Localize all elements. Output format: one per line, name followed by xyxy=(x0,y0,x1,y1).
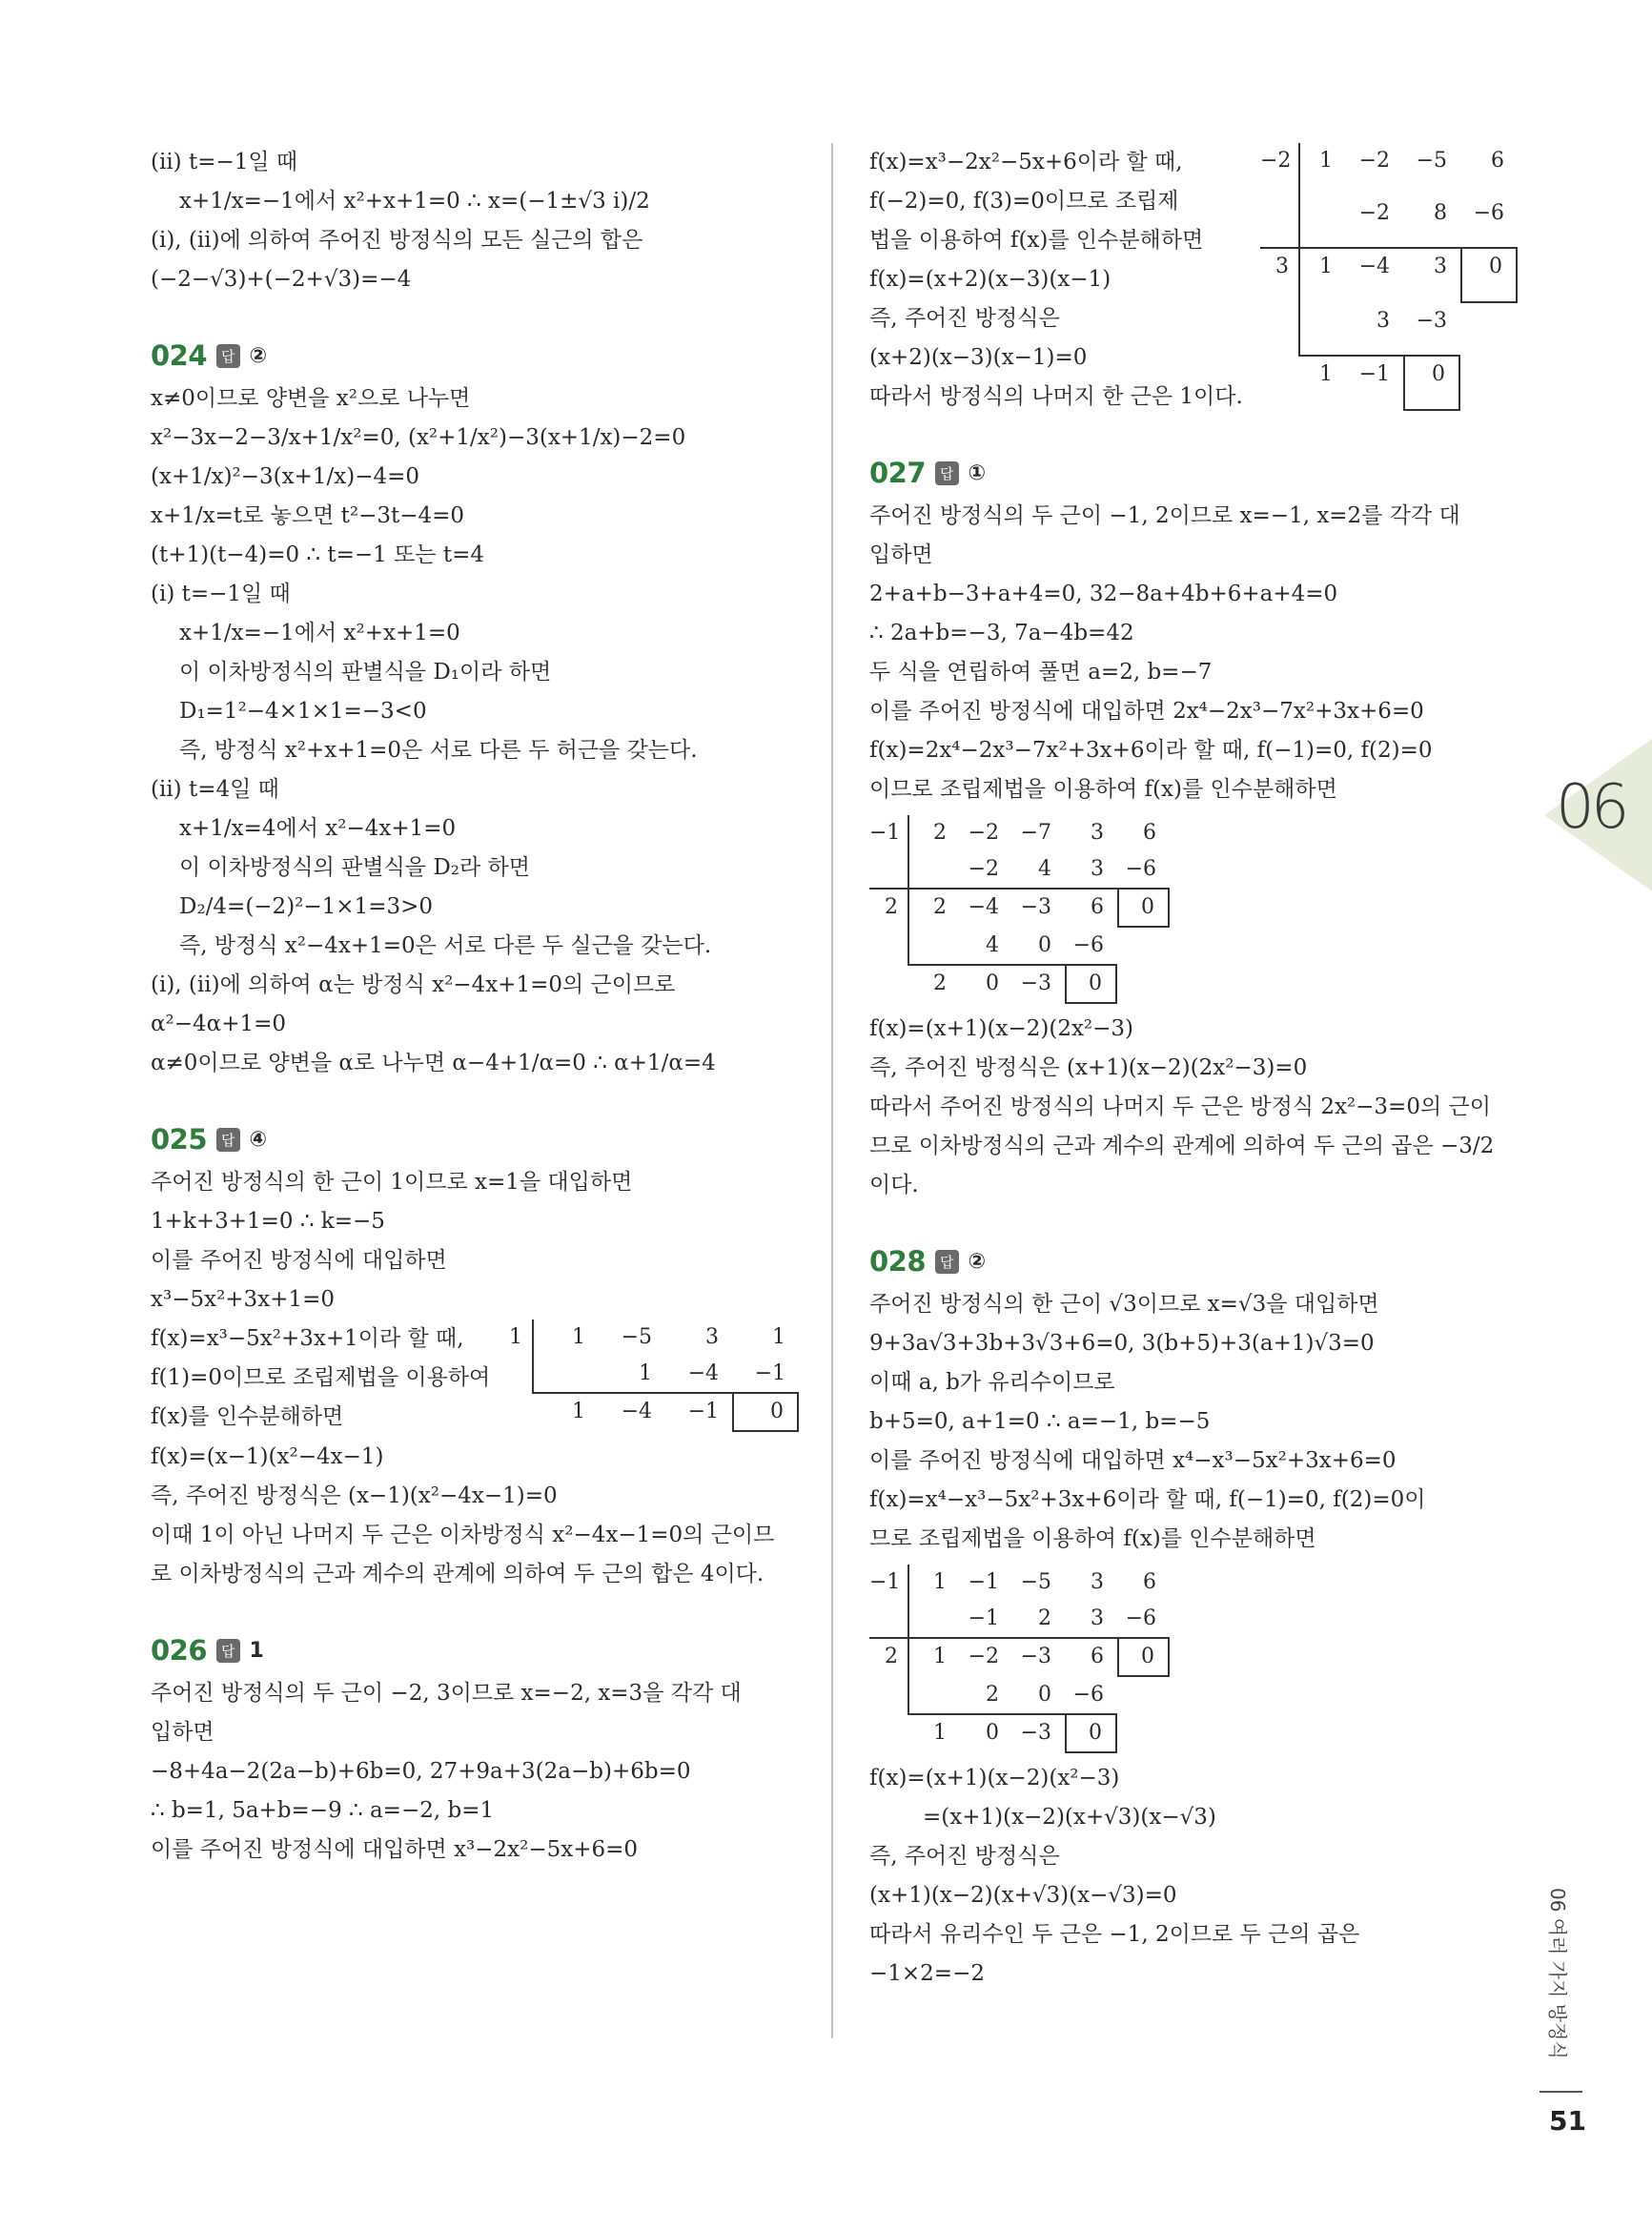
synth-root: 3 xyxy=(1260,247,1298,303)
synth-spacer xyxy=(869,1677,908,1713)
page-number: 51 xyxy=(1549,2105,1586,2137)
synth-cell xyxy=(1298,303,1346,356)
answer-badge: 답 xyxy=(216,1128,240,1152)
synth-cell: −2 xyxy=(1358,200,1390,225)
synth-cell xyxy=(1460,303,1518,356)
problem-025 xyxy=(151,1117,799,1594)
synth-spacer xyxy=(1460,355,1518,411)
synth-cell: 0 xyxy=(1038,1683,1051,1707)
synth-cell: −3 xyxy=(1416,308,1447,333)
synth-cell: −7 xyxy=(1020,821,1051,845)
synth-cell: −6 xyxy=(1125,857,1156,881)
synth-spacer xyxy=(869,964,908,1004)
synth-spacer xyxy=(869,1713,908,1753)
text-line: (ii) t=4일 때 xyxy=(151,777,279,802)
synth-cell: 6 xyxy=(1143,821,1156,845)
text-line: x³−5x²+3x+1=0 xyxy=(151,1287,335,1312)
synth-cell: 3 xyxy=(1091,821,1104,845)
synth-cell: 1 xyxy=(772,1325,785,1349)
text-line: x+1/x=t로 놓으면 t²−3t−4=0 xyxy=(151,503,465,528)
synth-cell: −2 xyxy=(1358,149,1390,173)
text-line: f(1)=0이므로 조립제법을 이용하여 xyxy=(151,1365,491,1390)
synth-cell: −1 xyxy=(1346,355,1403,411)
synth-cell: −5 xyxy=(1020,1570,1051,1594)
text-line: 이를 주어진 방정식에 대입하면 x⁴−x³−5x²+3x+6=0 xyxy=(869,1448,1397,1473)
synth-cell: 3 xyxy=(1091,1606,1104,1630)
answer-badge: 답 xyxy=(935,1250,959,1274)
text-line: f(x)=(x+1)(x−2)(2x²−3) xyxy=(869,1016,1134,1041)
problem-number: 024 xyxy=(151,339,208,372)
text-line: (x+1)(x−2)(x+√3)(x−√3)=0 xyxy=(869,1883,1177,1908)
text-line: x≠0이므로 양변을 x²으로 나누면 xyxy=(151,386,471,411)
synth-remainder: 0 xyxy=(1065,964,1117,1004)
text-line: 즉, 주어진 방정식은 xyxy=(869,1844,1060,1869)
synth-cell: −4 xyxy=(1346,247,1403,303)
synth-spacer xyxy=(1260,195,1298,248)
text-line: 주어진 방정식의 두 근이 −1, 2이므로 x=−1, x=2를 각각 대 xyxy=(869,503,1460,528)
problem-header xyxy=(869,451,1518,495)
problem-header xyxy=(151,334,799,378)
text-line: 입하면 xyxy=(869,542,933,567)
problem-header xyxy=(151,1628,799,1672)
left-column xyxy=(151,143,799,1870)
text-line: (t+1)(t−4)=0 ∴ t=−1 또는 t=4 xyxy=(151,542,484,567)
chapter-tab-number: 06 xyxy=(1556,772,1626,843)
answer-value: ② xyxy=(249,343,268,368)
text-line: =(x+1)(x−2)(x+√3)(x−√3) xyxy=(923,1805,1216,1830)
answer-value: ① xyxy=(968,460,987,485)
problem-026 xyxy=(151,1628,799,1870)
text-line: (i) t=−1일 때 xyxy=(151,582,291,606)
answer-value: ② xyxy=(968,1249,987,1274)
synth-cell: −1 xyxy=(665,1392,732,1432)
problem-number: 026 xyxy=(151,1634,208,1667)
text-line: ∴ b=1, 5a+b=−9 ∴ a=−2, b=1 xyxy=(151,1798,495,1823)
synthetic-division xyxy=(869,1565,1518,1753)
text-line: (i), (ii)에 의하여 α는 방정식 x²−4x+1=0의 근이므로 xyxy=(151,972,676,997)
text-line: 주어진 방정식의 두 근이 −2, 3이므로 x=−2, x=3을 각각 대 xyxy=(151,1681,742,1706)
synth-cell: 2 xyxy=(908,964,960,1004)
synth-cell: −4 xyxy=(960,888,1012,928)
text-line: 두 식을 연립하여 풀면 a=2, b=−7 xyxy=(869,660,1213,685)
synth-cell: 1 xyxy=(908,1565,960,1601)
text-line: D₁=1²−4×1×1=−3<0 xyxy=(179,699,427,724)
text-line: ∴ 2a+b=−3, 7a−4b=42 xyxy=(869,621,1134,645)
synth-cell: −1 xyxy=(968,1570,999,1594)
text-line: 즉, 주어진 방정식은 xyxy=(869,306,1060,331)
synth-cell xyxy=(1298,195,1346,248)
synth-cell: −3 xyxy=(1012,964,1065,1004)
synth-cell: 1 xyxy=(639,1361,652,1385)
text-line: 이다. xyxy=(869,1173,919,1197)
text-line: 따라서 방정식의 나머지 한 근은 1이다. xyxy=(869,384,1243,409)
chapter-title xyxy=(1544,1888,1601,2097)
synth-cell: 1 xyxy=(908,1713,960,1753)
synth-cell: −1 xyxy=(754,1361,785,1385)
text-line: 즉, 방정식 x²+x+1=0은 서로 다른 두 허근을 갖는다. xyxy=(179,738,698,763)
problem-027 xyxy=(869,451,1518,1205)
right-column xyxy=(869,143,1518,1994)
text-line: 이를 주어진 방정식에 대입하면 2x⁴−2x³−7x²+3x+6=0 xyxy=(869,699,1424,724)
synth-cell: 4 xyxy=(986,933,999,957)
synth-root: 2 xyxy=(869,1637,908,1677)
synthetic-division xyxy=(869,815,1518,1004)
text-line: 입하면 xyxy=(151,1720,214,1745)
synth-cell: 0 xyxy=(1038,933,1051,957)
text-line: 따라서 유리수인 두 근은 −1, 2이므로 두 근의 곱은 xyxy=(869,1922,1360,1947)
answer-badge: 답 xyxy=(935,461,959,485)
synth-cell: −2 xyxy=(968,857,999,881)
text-line: D₂/4=(−2)²−1×1=3>0 xyxy=(179,894,434,919)
synth-root: 1 xyxy=(509,1325,522,1349)
text-line: −8+4a−2(2a−b)+6b=0, 27+9a+3(2a−b)+6b=0 xyxy=(151,1759,691,1784)
text-line: 므로 조립제법을 이용하여 f(x)를 인수분해하면 xyxy=(869,1526,1316,1551)
synth-cell xyxy=(1117,928,1170,964)
synth-cell: 2 xyxy=(986,1683,999,1707)
text-line: 이를 주어진 방정식에 대입하면 x³−2x²−5x+6=0 xyxy=(151,1837,639,1862)
synth-spacer xyxy=(869,928,908,964)
synth-cell xyxy=(908,1677,960,1713)
synth-spacer xyxy=(1260,303,1298,356)
text-line: x+1/x=−1에서 x²+x+1=0 ∴ x=(−1±√3 i)/2 xyxy=(179,189,650,214)
side-text xyxy=(151,1320,490,1438)
text-line: (ii) t=−1일 때 xyxy=(151,150,298,174)
synth-cell: −5 xyxy=(1416,149,1447,173)
text-line: x+1/x=−1에서 x²+x+1=0 xyxy=(179,621,460,645)
text-line: b+5=0, a+1=0 ∴ a=−1, b=−5 xyxy=(869,1409,1211,1434)
synth-cell: 2 xyxy=(908,888,960,928)
synth-cell: 1 xyxy=(908,1637,960,1677)
footer-rule xyxy=(1540,2091,1582,2093)
text-line: 즉, 주어진 방정식은 (x+1)(x−2)(2x²−3)=0 xyxy=(869,1055,1308,1080)
text-line: f(x)를 인수분해하면 xyxy=(151,1404,344,1429)
synth-cell xyxy=(1117,1677,1170,1713)
synth-remainder: 0 xyxy=(1403,355,1460,411)
text-line: f(x)=2x⁴−2x³−7x²+3x+6이라 할 때, f(−1)=0, f(2)=0 xyxy=(869,738,1433,763)
answer-value: 1 xyxy=(249,1638,264,1663)
synth-spacer xyxy=(1117,1713,1170,1753)
synth-cell: 3 xyxy=(705,1325,719,1349)
text-line: 9+3a√3+3b+3√3+6=0, 3(b+5)+3(a+1)√3=0 xyxy=(869,1331,1375,1356)
synth-remainder: 0 xyxy=(732,1392,799,1432)
synth-spacer xyxy=(1260,355,1298,411)
text-line: 따라서 주어진 방정식의 나머지 두 근은 방정식 2x²−3=0의 근이 xyxy=(869,1095,1491,1119)
synth-cell: −6 xyxy=(1125,1606,1156,1630)
problem-number: 028 xyxy=(869,1245,927,1278)
synth-spacer xyxy=(503,1392,532,1432)
synth-cell: 2 xyxy=(908,815,960,851)
chapter-title-text: 06 여러 가지 방정식 xyxy=(1546,1888,1569,2059)
text-line: −1×2=−2 xyxy=(869,1961,985,1986)
synth-root: −1 xyxy=(869,1570,901,1594)
synth-spacer xyxy=(869,1601,908,1637)
text-line: x²−3x−2−3/x+1/x²=0, (x²+1/x²)−3(x+1/x)−2=0 xyxy=(151,425,686,450)
text-line: f(x)=(x+2)(x−3)(x−1) xyxy=(869,267,1112,292)
synth-spacer xyxy=(503,1356,532,1392)
problem-number: 027 xyxy=(869,457,927,489)
side-text xyxy=(869,143,1243,417)
synth-cell: 2 xyxy=(1038,1606,1051,1630)
synth-root: 2 xyxy=(869,888,908,928)
synth-cell xyxy=(908,928,960,964)
text-line: (x+1/x)²−3(x+1/x)−4=0 xyxy=(151,464,420,489)
text-line: 이 이차방정식의 판별식을 D₂라 하면 xyxy=(179,855,530,880)
synthetic-division xyxy=(503,1320,799,1432)
text-line: 주어진 방정식의 한 근이 √3이므로 x=√3을 대입하면 xyxy=(869,1292,1379,1317)
text-line: 즉, 주어진 방정식은 (x−1)(x²−4x−1)=0 xyxy=(151,1483,558,1508)
synth-cell: −4 xyxy=(687,1361,719,1385)
synth-cell xyxy=(908,851,960,888)
synth-cell: −1 xyxy=(968,1606,999,1630)
synth-remainder: 0 xyxy=(1117,1637,1170,1677)
synth-cell: 1 xyxy=(1298,247,1346,303)
problem-header xyxy=(869,1239,1518,1283)
synth-remainder: 0 xyxy=(1460,247,1518,303)
text-line: x+1/x=4에서 x²−4x+1=0 xyxy=(179,816,457,841)
synth-cell: −3 xyxy=(1012,1637,1065,1677)
synth-cell: 6 xyxy=(1143,1570,1156,1594)
text-line: f(x)=x³−2x²−5x+6이라 할 때, xyxy=(869,150,1183,174)
text-line: 이때 a, b가 유리수이므로 xyxy=(869,1370,1115,1395)
synth-cell: 6 xyxy=(1491,149,1504,173)
problem-024 xyxy=(151,334,799,1083)
answer-badge: 답 xyxy=(216,1639,240,1663)
synth-cell: 1 xyxy=(532,1320,599,1356)
text-line: f(x)=x⁴−x³−5x²+3x+6이라 할 때, f(−1)=0, f(2)=0이 xyxy=(869,1487,1426,1512)
text-line: 이 이차방정식의 판별식을 D₁이라 하면 xyxy=(179,660,552,685)
synth-cell: 0 xyxy=(960,1713,1012,1753)
problem-number: 025 xyxy=(151,1123,208,1156)
synth-cell: 6 xyxy=(1065,1637,1117,1677)
text-line: 이므로 조립제법을 이용하여 f(x)를 인수분해하면 xyxy=(869,777,1337,802)
text-line: α≠0이므로 양변을 α로 나누면 α−4+1/α=0 ∴ α+1/α=4 xyxy=(151,1051,716,1075)
synth-cell: −3 xyxy=(1012,1713,1065,1753)
answer-value: ④ xyxy=(249,1127,268,1152)
synth-cell: −6 xyxy=(1072,933,1104,957)
synth-cell: 3 xyxy=(1377,308,1390,333)
synth-root: −2 xyxy=(1260,149,1292,173)
chapter-tab xyxy=(1544,734,1652,896)
synth-cell: 6 xyxy=(1065,888,1117,928)
synth-cell: −6 xyxy=(1072,1683,1104,1707)
text-line: (−2−√3)+(−2+√3)=−4 xyxy=(151,267,412,292)
problem-026-continued xyxy=(869,143,1518,417)
synth-remainder: 0 xyxy=(1065,1713,1117,1753)
problem-028 xyxy=(869,1239,1518,1994)
text-line: 즉, 방정식 x²−4x+1=0은 서로 다른 두 실근을 갖는다. xyxy=(179,933,712,958)
synth-cell: −3 xyxy=(1012,888,1065,928)
text-line: α²−4α+1=0 xyxy=(151,1012,286,1036)
synth-cell: 1 xyxy=(532,1392,599,1432)
text-line: 이때 1이 아닌 나머지 두 근은 이차방정식 x²−4x−1=0의 근이므 xyxy=(151,1523,775,1547)
problem-023-continued xyxy=(151,143,799,299)
text-line: 2+a+b−3+a+4=0, 32−8a+4b+6+a+4=0 xyxy=(869,582,1338,606)
text-line: 1+k+3+1=0 ∴ k=−5 xyxy=(151,1209,385,1234)
text-line: 법을 이용하여 f(x)를 인수분해하면 xyxy=(869,228,1204,253)
answer-badge: 답 xyxy=(216,344,240,368)
synth-cell: 3 xyxy=(1403,247,1460,303)
text-line: (i), (ii)에 의하여 주어진 방정식의 모든 실근의 합은 xyxy=(151,228,643,253)
text-line: f(−2)=0, f(3)=0이므로 조립제 xyxy=(869,189,1179,214)
synthetic-division xyxy=(1260,143,1518,411)
synth-cell: 3 xyxy=(1091,857,1104,881)
synth-spacer xyxy=(1117,964,1170,1004)
synth-cell xyxy=(532,1356,599,1392)
synth-cell: 3 xyxy=(1091,1570,1104,1594)
text-line: f(x)=x³−5x²+3x+1이라 할 때, xyxy=(151,1326,464,1351)
text-line: 이를 주어진 방정식에 대입하면 xyxy=(151,1248,447,1273)
synth-cell: −2 xyxy=(968,821,999,845)
synth-remainder: 0 xyxy=(1117,888,1170,928)
text-line: 주어진 방정식의 한 근이 1이므로 x=1을 대입하면 xyxy=(151,1170,633,1195)
synth-cell: 8 xyxy=(1434,200,1447,225)
synth-cell: −2 xyxy=(960,1637,1012,1677)
synth-cell: 1 xyxy=(1298,143,1346,195)
synth-spacer xyxy=(869,851,908,888)
text-line: (x+2)(x−3)(x−1)=0 xyxy=(869,345,1088,370)
synth-cell: −4 xyxy=(599,1392,665,1432)
synth-root: −1 xyxy=(869,821,901,845)
synth-cell: 0 xyxy=(960,964,1012,1004)
problem-header xyxy=(151,1117,799,1161)
synth-cell: 1 xyxy=(1298,355,1346,411)
text-line: 로 이차방정식의 근과 계수의 관계에 의하여 두 근의 합은 4이다. xyxy=(151,1562,765,1586)
text-line: 므로 이차방정식의 근과 계수의 관계에 의하여 두 근의 곱은 −3/2 xyxy=(869,1134,1495,1158)
synth-cell: 4 xyxy=(1038,857,1051,881)
synth-cell: −6 xyxy=(1473,200,1504,225)
side-by-side xyxy=(151,1320,799,1438)
synth-cell: −5 xyxy=(621,1325,652,1349)
synth-cell xyxy=(908,1601,960,1637)
text-line: f(x)=(x−1)(x²−4x−1) xyxy=(151,1444,384,1469)
text-line: f(x)=(x+1)(x−2)(x²−3) xyxy=(869,1766,1120,1790)
column-divider xyxy=(831,143,833,2038)
